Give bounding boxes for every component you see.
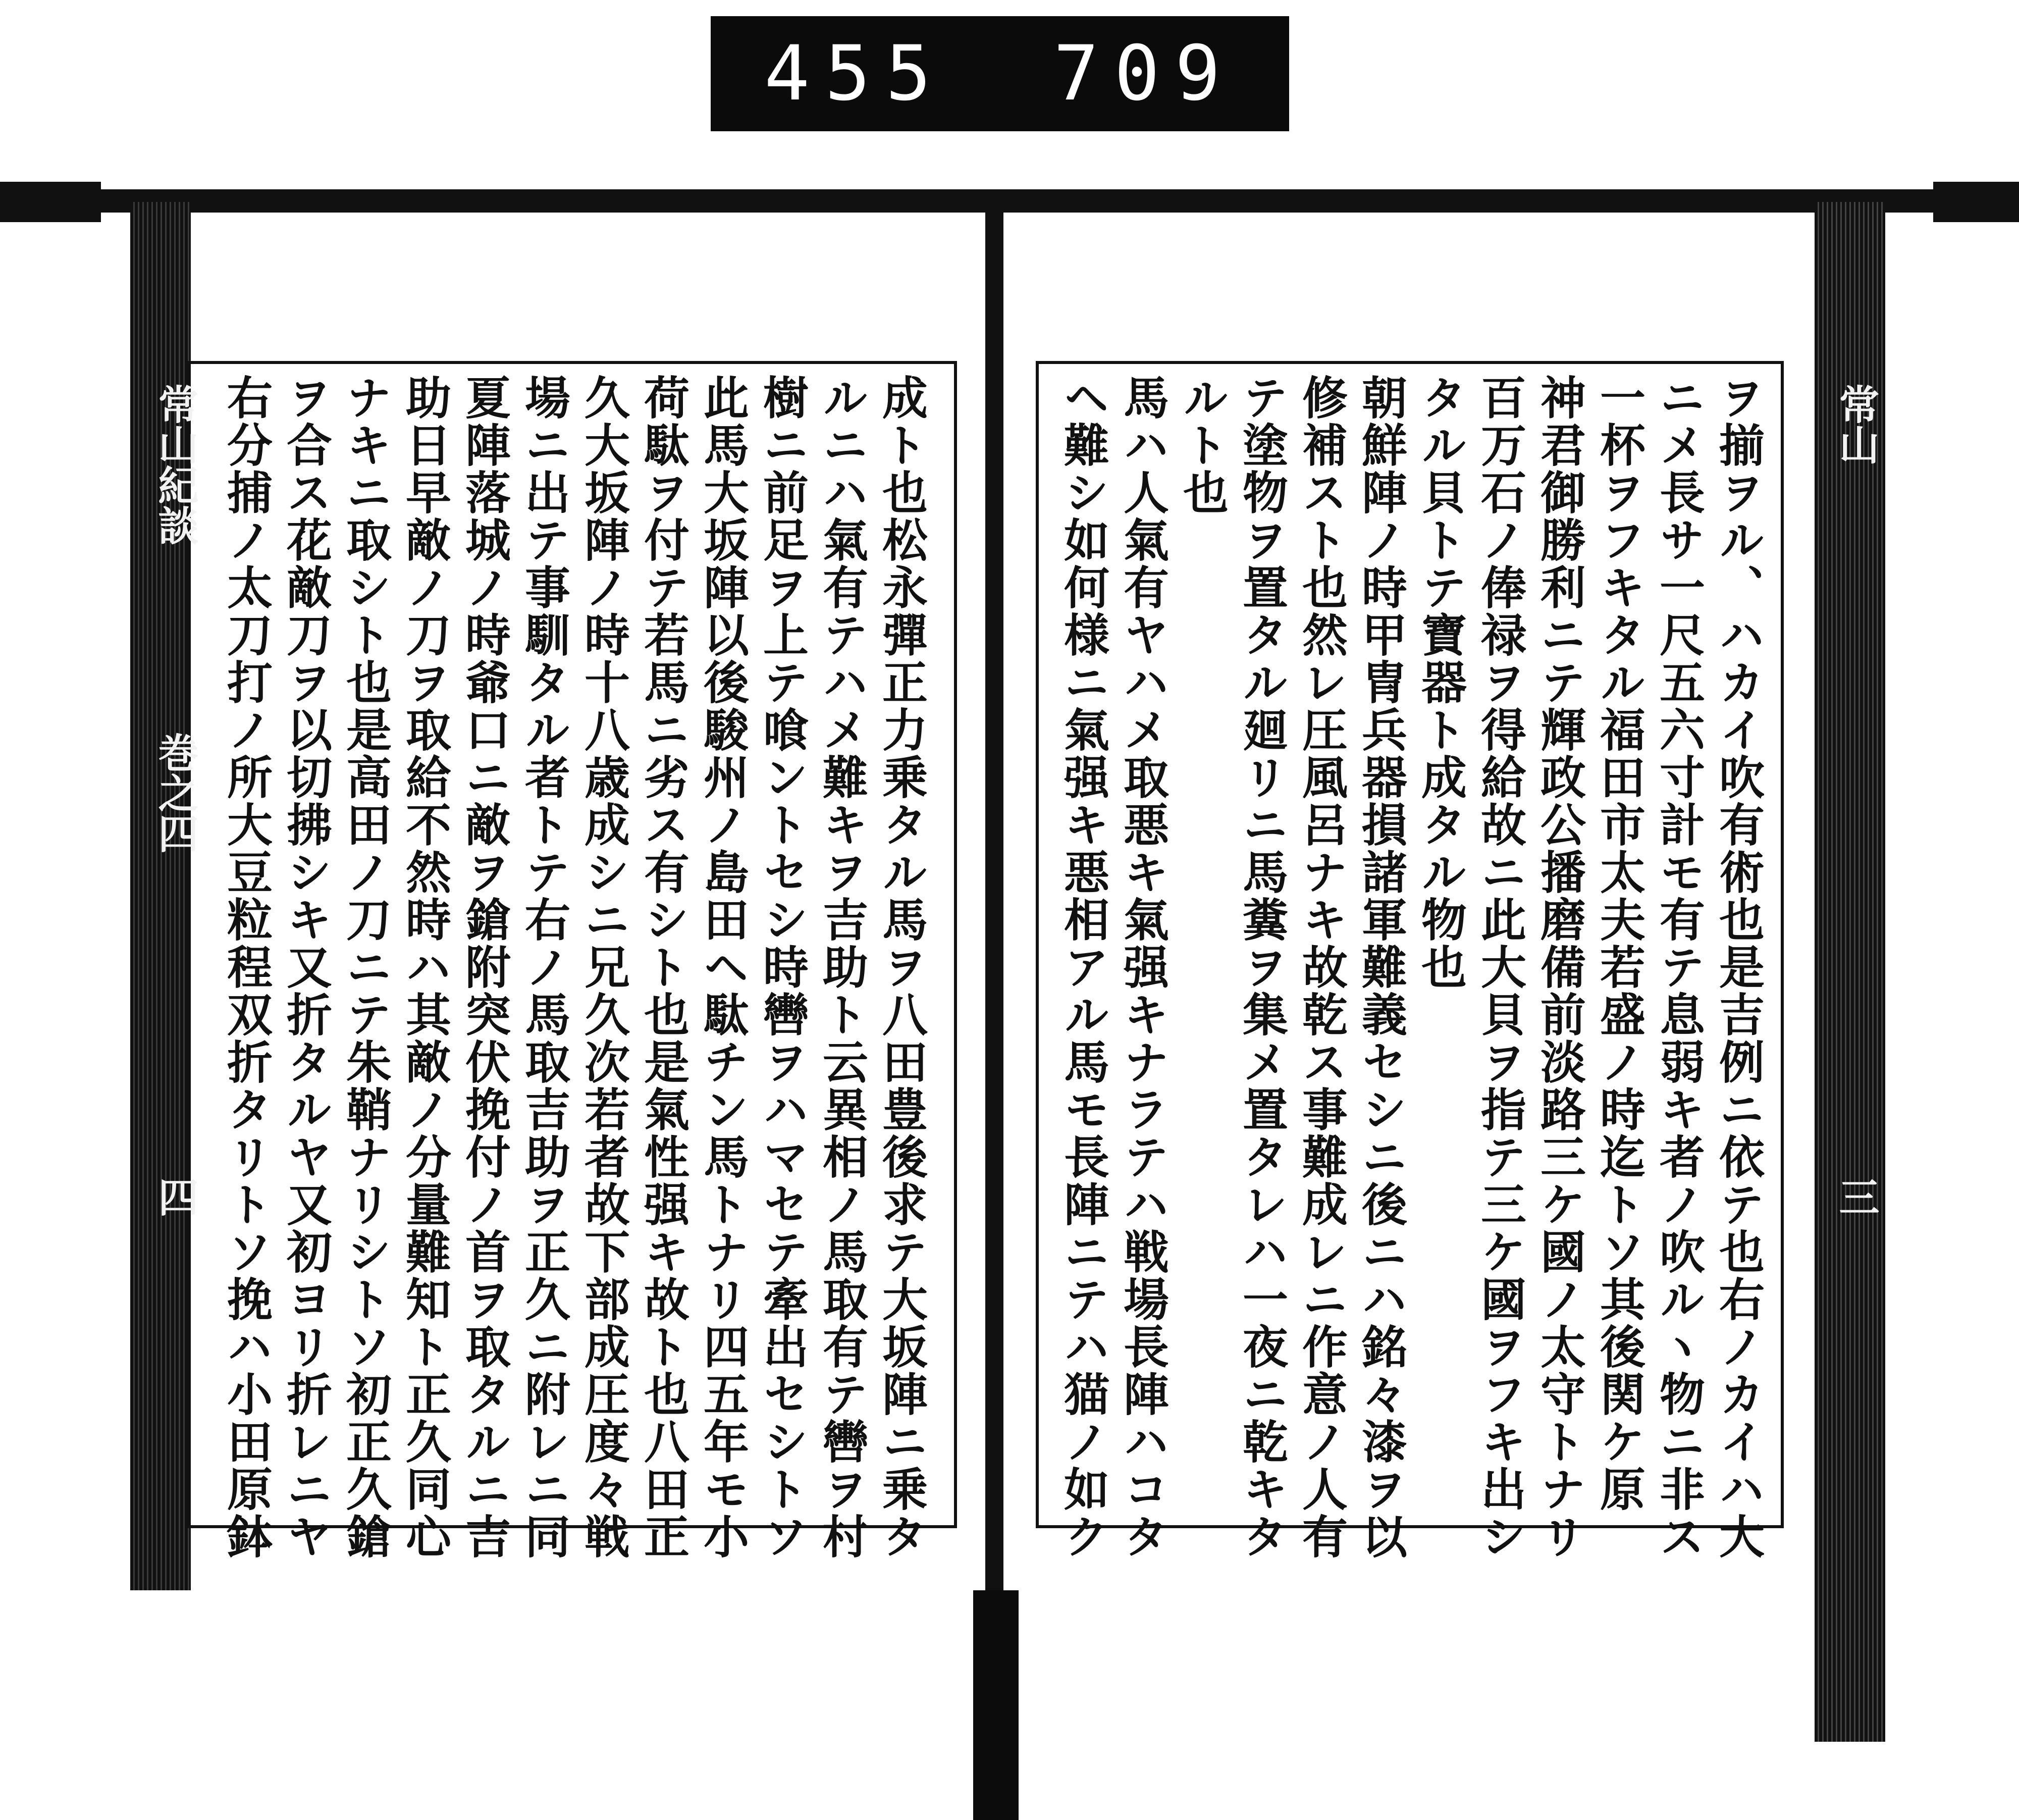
right-column-2: ニメ長サ一尺五六寸計モ有テ息弱キ者ノ吹ルヽ物ニ非ス [1652, 374, 1705, 1561]
right-column-3: 一杯ヲフキタル福田市太夫若盛ノ時迄トソ其後関ケ原 [1592, 374, 1645, 1513]
index-label [711, 16, 1289, 131]
right-margin-header: 常山 [1832, 384, 1880, 464]
book-tassel [973, 1590, 1019, 1820]
left-column-11: ヲ合ス花敵刀ヲ以切拂シキ又折タルヤ又初ヨリ折レニヤ [279, 374, 332, 1561]
index-number-left: 455 [764, 30, 946, 118]
left-column-10: ナキニ取シト也是高田ノ刀ニテ朱鞘ナリシトソ初正久鎗 [338, 374, 392, 1561]
left-column-4: 此馬大坂陣以後駿州ノ島田ヘ駄チン馬トナリ四五年モ小 [696, 374, 749, 1561]
right-column-10: ルト也 [1175, 374, 1229, 516]
left-column-7: 場ニ出テ事馴タル者トテ右ノ馬取吉助ヲ正久ニ附レニ同 [517, 374, 570, 1561]
right-column-8: 修補スト也然レ圧風呂ナキ故乾ス事難成レニ作意ノ人有 [1294, 374, 1348, 1561]
right-column-11: 馬ハ人氣有ヤハメ取悪キ氣强キナラテハ戦場長陣ハコタ [1115, 374, 1169, 1561]
left-page [188, 361, 957, 1561]
left-column-9: 助日早敵ノ刀ヲ取給不然時ハ其敵ノ分量難知ト正久同心 [398, 374, 451, 1561]
volume-margin: 巻之四 [151, 732, 199, 853]
index-number-right: 709 [1053, 30, 1236, 118]
left-column-2: ルニハ氣有テハメ難キヲ吉助ト云異相ノ馬取有テ轡ヲ村 [815, 374, 868, 1561]
right-page [1036, 361, 1784, 1561]
rod-end-right [1933, 182, 2019, 222]
left-column-12: 右分捕ノ太刀打ノ所大豆粒程双折タリトソ挽ハ小田原鉢 [219, 374, 273, 1561]
left-column-8: 夏陣落城ノ時爺口ニ敵ヲ鎗附突伏挽付ノ首ヲ取タルニ吉 [457, 374, 511, 1561]
left-column-1: 成ト也松永彈正力乗タル馬ヲ八田豊後求テ大坂陣ニ乗タ [874, 374, 928, 1561]
top-rod [0, 189, 2019, 213]
book-title-margin: 常山紀談 [151, 384, 199, 545]
right-column-7: 朝鮮陣ノ時甲冑兵器損諸軍難義セシニ後ニハ銘々漆ヲ以 [1354, 374, 1407, 1561]
left-column-5: 荷駄ヲ付テ若馬ニ劣ス有シト也是氣性强キ故ト也八田正 [636, 374, 689, 1561]
right-column-1: ヲ揃ヲル、ハカイ吹有術也是吉例ニ依テ也右ノカイハ大 [1711, 374, 1765, 1561]
right-column-9: テ塗物ヲ置タル廻リニ馬糞ヲ集メ置タレハ一夜ニ乾キタ [1235, 374, 1288, 1561]
right-column-5: 百万石ノ俸禄ヲ得給故ニ此大貝ヲ指テ三ケ國ヲフキ出シ [1473, 374, 1526, 1561]
right-column-12: ヘ難シ如何様ニ氣强キ悪相アル馬モ長陣ニテハ猫ノ如ク [1056, 374, 1109, 1561]
left-column-3: 樹ニ前足ヲ上テ喰ントセシ時轡ヲハマセテ牽出セシトソ [755, 374, 809, 1561]
right-column-6: タル貝トテ寶器ト成タル物也 [1413, 374, 1467, 991]
right-column-4: 神君御勝利ニテ輝政公播磨備前淡路三ケ國ノ太守トナリ [1532, 374, 1586, 1561]
left-column-6: 久大坂陣ノ時十八歳成シニ兄久次若者故下部成圧度々戦 [576, 374, 630, 1561]
folio-right: 三 [1832, 1176, 1880, 1217]
folio-left: 四 [151, 1176, 199, 1217]
book-gutter [985, 192, 1003, 1605]
rod-end-left [0, 182, 101, 222]
